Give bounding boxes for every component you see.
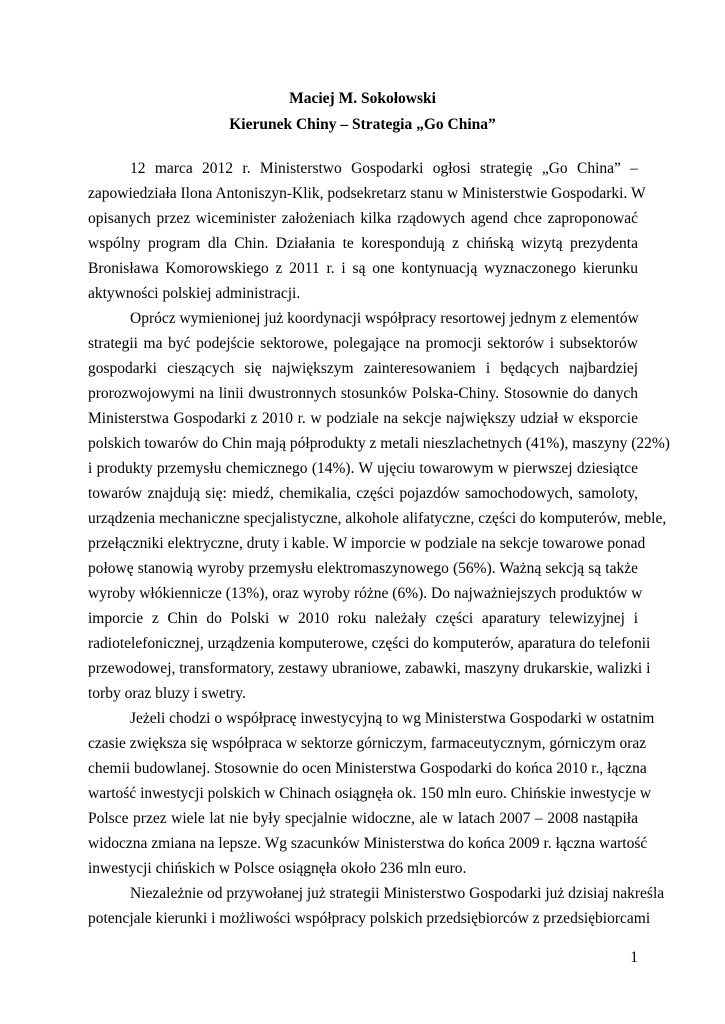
- text-line: Bronisława Komorowskiego z 2011 r. i są one kontynuacją wyznaczonego kierunku: [88, 260, 638, 277]
- text-line: Jeżeli chodzi o współpracę inwestycyjną to wg Ministerstwa Gospodarki w ostatnim: [130, 710, 655, 727]
- text-line: radiotelefonicznej, urządzenia komputerowe, części do komputerów, aparatura do telefonii: [88, 635, 651, 652]
- text-line: czasie zwiększa się współpraca w sektorze górniczym, farmaceutycznym, górniczym oraz: [88, 735, 647, 752]
- document-body: [88, 156, 670, 931]
- text-line: Niezależnie od przywołanej już strategii Ministerstwo Gospodarki już dzisiaj nakreśla: [130, 885, 665, 902]
- text-line: i produkty przemysłu chemicznego (14%). W ujęciu towarowym w pierwszej dziesiątce: [88, 460, 638, 477]
- text-line: imporcie z Chin do Polski w 2010 roku należały części aparatury telewizyjnej i: [88, 610, 638, 627]
- text-line: wyroby włókiennicze (13%), oraz wyroby różne (6%). Do najważniejszych produktów w: [88, 585, 643, 602]
- page-number: 1: [630, 949, 638, 966]
- text-line: opisanych przez wiceminister założeniach kilka rządowych agend chce zaproponować: [88, 210, 638, 227]
- text-line: gospodarki cieszących się największym zainteresowaniem i będących najbardziej: [88, 360, 638, 377]
- text-line: urządzenia mechaniczne specjalistyczne, alkohole alifatyczne, części do komputerów, meble,: [88, 510, 667, 527]
- text-line: przełączniki elektryczne, druty i kable. W imporcie w podziale na sekcje towarowe ponad: [88, 535, 646, 552]
- text-line: przewodowej, transformatory, zestawy ubraniowe, zabawki, maszyny drukarskie, walizki i: [88, 660, 651, 677]
- text-line: 12 marca 2012 r. Ministerstwo Gospodarki ogłosi strategię „Go China” –: [130, 160, 638, 177]
- text-line: wspólny program dla Chin. Działania te korespondują z chińską wizytą prezydenta: [88, 235, 638, 252]
- text-line: Oprócz wymienionej już koordynacji współpracy resortowej jednym z elementów: [130, 310, 639, 327]
- text-line: inwestycji chińskich w Polsce osiągnęła około 236 mln euro.: [88, 860, 467, 877]
- text-line: zapowiedziała Ilona Antoniszyn-Klik, podsekretarz stanu w Ministerstwie Gospodarki. W: [88, 185, 646, 202]
- text-line: wartość inwestycji polskich w Chinach osiągnęła ok. 150 mln euro. Chińskie inwestycje w: [88, 785, 652, 802]
- text-line: strategii ma być podejście sektorowe, polegające na promocji sektorów i subsektorów: [88, 335, 638, 352]
- text-line: połowę stanowią wyroby przemysłu elektromaszynowego (56%). Ważną sekcją są także: [88, 560, 638, 577]
- text-line: aktywności polskiej administracji.: [88, 285, 301, 302]
- text-line: torby oraz bluzy i swetry.: [88, 685, 246, 702]
- document-header: [0, 86, 725, 138]
- text-line: chemii budowlanej. Stosownie do ocen Ministerstwa Gospodarki do końca 2010 r., łączna: [88, 760, 647, 777]
- document-title: Kierunek Chiny – Strategia „Go China”: [229, 116, 496, 133]
- text-line: potencjale kierunki i możliwości współpracy polskich przedsiębiorców z przedsiębiorcami: [88, 910, 651, 927]
- text-line: towarów znajdują się: miedź, chemikalia, części pojazdów samochodowych, samoloty,: [88, 485, 638, 502]
- text-line: prorozwojowymi na linii dwustronnych stosunków Polska-Chiny. Stosownie do danych: [88, 385, 638, 402]
- text-line: Ministerstwa Gospodarki z 2010 r. w podziale na sekcje największy udział w eksporcie: [88, 410, 638, 427]
- author-name: Maciej M. Sokołowski: [289, 90, 436, 107]
- text-line: widoczna zmiana na lepsze. Wg szacunków Ministerstwa do końca 2009 r. łączna wartość: [88, 835, 648, 852]
- text-line: Polsce przez wiele lat nie były specjalnie widoczne, ale w latach 2007 – 2008 nastąpiła: [88, 810, 638, 827]
- text-line: polskich towarów do Chin mają półprodukty z metali nieszlachetnych (41%), maszyny (22%): [88, 435, 670, 452]
